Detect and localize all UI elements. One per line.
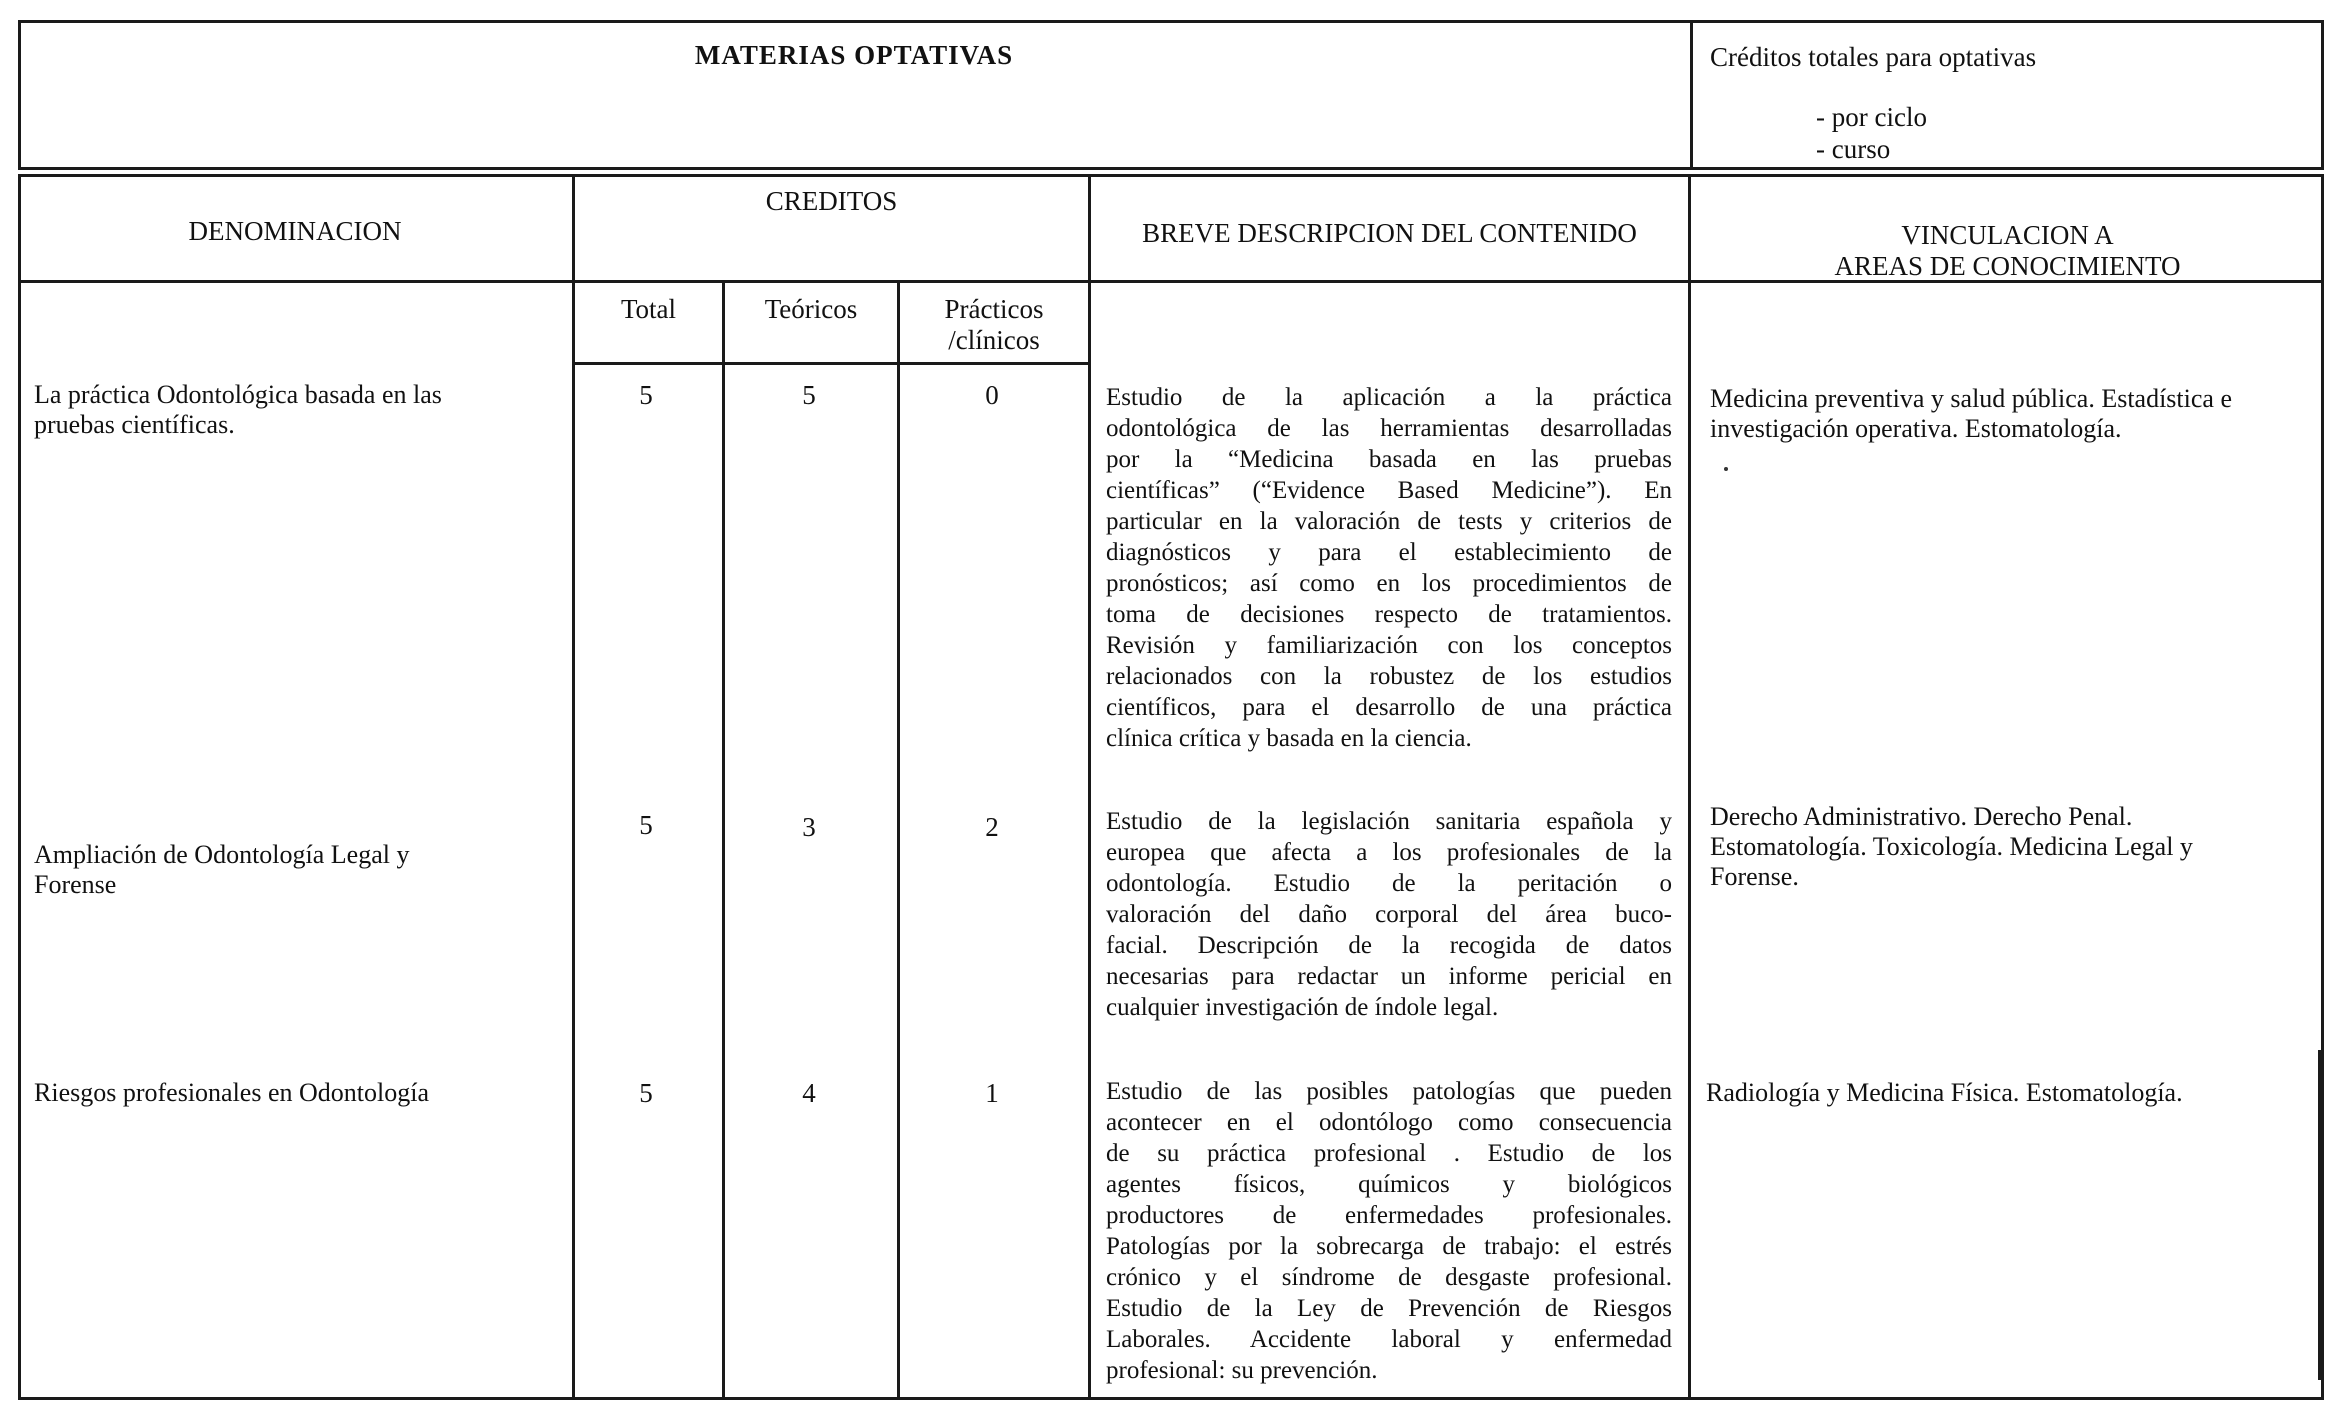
row-3-desc-line: Estudio de las posibles patologías que pueden [1106, 1078, 1672, 1105]
row-2-areas-line-3: Forense. [1710, 862, 1799, 891]
row-1-desc-line: Revisión y familiarización con los conceptos [1106, 632, 1672, 659]
row-1-desc-line: toma de decisiones respecto de tratamientos. [1106, 601, 1672, 628]
row-2-desc-line: facial. Descripción de la recogida de datos [1106, 932, 1672, 959]
row-1-name [34, 380, 554, 440]
row-1-desc-line: pronósticos; así como en los procedimientos de [1106, 570, 1672, 597]
row-2-name-line-1: Ampliación de Odontología Legal y [34, 840, 410, 869]
row-1-teoricos: 5 [802, 380, 816, 410]
row-2-desc-line: odontología. Estudio de la peritación o [1106, 870, 1672, 897]
col-header-creditos: CREDITOS [765, 186, 898, 216]
row-3-desc-line: productores de enfermedades profesionales. [1106, 1202, 1672, 1229]
row-1-desc-line: Estudio de la aplicación a la práctica [1106, 384, 1672, 411]
row-1-areas-line-1: Medicina preventiva y salud pública. Estadística e [1710, 384, 2232, 413]
row-3-name [34, 1078, 564, 1108]
credits-per-course: - curso [1816, 134, 1891, 164]
row-1-desc-line: científicos, para el desarrollo de una práctica [1106, 694, 1672, 721]
row-3-desc-line: acontecer en el odontólogo como consecuencia [1106, 1109, 1672, 1136]
row-2-areas [1710, 802, 2324, 892]
row-1-desc-line: clínica crítica y basada en la ciencia. [1106, 725, 1472, 752]
stray-dot [1724, 467, 1728, 471]
row-3-desc-line: Patologías por la sobrecarga de trabajo: el estrés [1106, 1233, 1672, 1260]
row-3-areas [1706, 1078, 2320, 1108]
row-3-total: 5 [639, 1078, 653, 1108]
row-1-name-line-1: La práctica Odontológica basada en las [34, 380, 442, 409]
row-2-description [1106, 806, 1672, 1023]
row-1-desc-line: diagnósticos y para el establecimiento de [1106, 539, 1672, 566]
row-3-name-line-1: Riesgos profesionales en Odontología [34, 1078, 429, 1107]
row-3-description [1106, 1076, 1672, 1386]
row-1-desc-line: odontológica de las herramientas desarrolladas [1106, 415, 1672, 442]
row-3-areas-line-1: Radiología y Medicina Física. Estomatología. [1706, 1078, 2183, 1107]
col-header-denominacion: DENOMINACION [188, 216, 402, 246]
row-1-description [1106, 382, 1672, 754]
row-3-desc-line: Estudio de la Ley de Prevención de Riesgos [1106, 1295, 1672, 1322]
col-divider-1 [572, 174, 575, 1400]
row-1-desc-line: relacionados con la robustez de los estudios [1106, 663, 1672, 690]
col-header-teoricos: Teóricos [764, 294, 858, 324]
col-header-practicos-2: /clínicos [948, 325, 1040, 355]
page-title: MATERIAS OPTATIVAS [694, 40, 1014, 70]
row-1-name-line-2: pruebas científicas. [34, 410, 235, 439]
row-2-practicos: 2 [985, 812, 999, 842]
row-1-practicos: 0 [985, 380, 999, 410]
row-1-total: 5 [639, 380, 653, 410]
row-3-practicos: 1 [985, 1078, 999, 1108]
credits-per-cycle: - por ciclo [1816, 102, 1927, 132]
row-3-desc-line: Laborales. Accidente laboral y enfermedad [1106, 1326, 1672, 1353]
col-header-practicos-1: Prácticos [944, 294, 1044, 324]
row-2-teoricos: 3 [802, 812, 816, 842]
row-2-name [34, 840, 554, 900]
row-3-desc-line: crónico y el síndrome de desgaste profesional. [1106, 1264, 1672, 1291]
row-3-teoricos: 4 [802, 1078, 816, 1108]
row-2-desc-line: valoración del daño corporal del área buco- [1106, 901, 1672, 928]
col-divider-5 [1688, 174, 1691, 1400]
row-2-total: 5 [639, 810, 653, 840]
row-2-areas-line-2: Estomatología. Toxicología. Medicina Legal y [1710, 832, 2193, 861]
row-2-desc-line: europea que afecta a los profesionales de la [1106, 839, 1672, 866]
col-header-descripcion: BREVE DESCRIPCION DEL CONTENIDO [1142, 218, 1637, 248]
row-3-desc-line: de su práctica profesional . Estudio de los [1106, 1140, 1672, 1167]
row-1-areas-line-2: investigación operativa. Estomatología. [1710, 414, 2122, 443]
row-1-desc-line: particular en la valoración de tests y criterios de [1106, 508, 1672, 535]
col-header-vinculacion-2: AREAS DE CONOCIMIENTO [1834, 251, 2181, 281]
row-2-name-line-2: Forense [34, 870, 117, 899]
row-1-desc-line: científicas” (“Evidence Based Medicine”). En [1106, 477, 1672, 504]
row-2-areas-line-1: Derecho Administrativo. Derecho Penal. [1710, 802, 2133, 831]
scan-mark-vertical [2318, 1050, 2321, 1380]
col-divider-4 [1088, 174, 1091, 1400]
row-3-desc-line: agentes físicos, químicos y biológicos [1106, 1171, 1672, 1198]
row-2-desc-line: cualquier investigación de índole legal. [1106, 994, 1499, 1021]
credits-subheader-rule [572, 362, 1090, 365]
col-header-vinculacion-1: VINCULACION A [1901, 220, 2114, 250]
row-1-desc-line: por la “Medicina basada en las pruebas [1106, 446, 1672, 473]
col-header-total: Total [620, 294, 677, 324]
col-divider-3 [897, 280, 900, 1400]
row-3-desc-line: profesional: su prevención. [1106, 1357, 1378, 1384]
credits-total-label: Créditos totales para optativas [1710, 42, 2037, 72]
header-divider [1690, 20, 1693, 170]
row-2-desc-line: Estudio de la legislación sanitaria española y [1106, 808, 1672, 835]
row-2-desc-line: necesarias para redactar un informe pericial en [1106, 963, 1672, 990]
row-1-areas [1710, 384, 2324, 444]
col-divider-2 [722, 280, 725, 1400]
